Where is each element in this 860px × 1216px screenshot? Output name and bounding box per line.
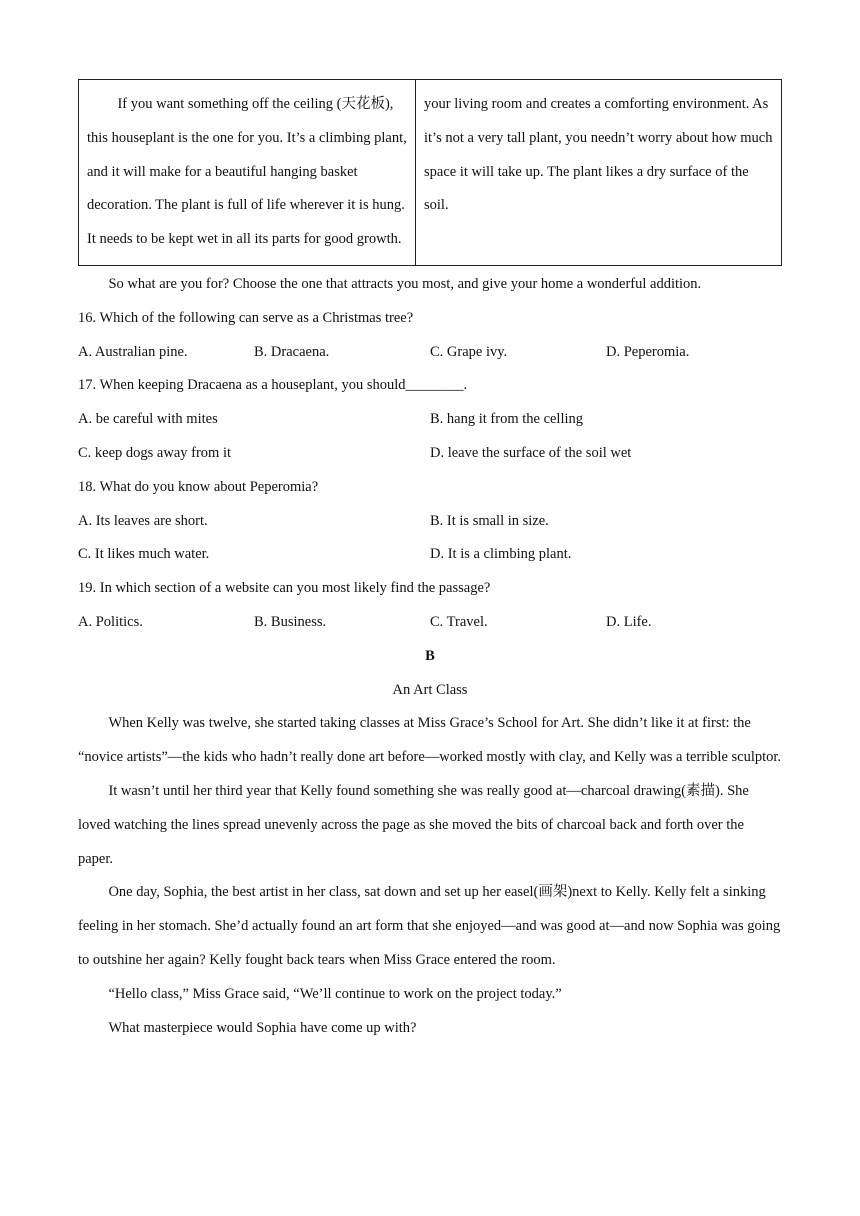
passage-paragraph: “Hello class,” Miss Grace said, “We’ll continue to work on the project today.” (108, 985, 562, 1002)
question-18 (78, 471, 782, 572)
option-c[interactable]: C. Travel. (430, 613, 488, 630)
option-a[interactable]: A. Politics. (78, 613, 143, 630)
passage-paragraph: When Kelly was twelve, she started taking classes at Miss Grace’s School for Art. She didn’t like it at first: the “novice artists”—the kids who hadn’t really done art before—worked mostly with clay, and Kelly was a terrible sculptor. (78, 715, 782, 766)
question-stem: 17. When keeping Dracaena as a houseplant, you should________. (78, 377, 468, 394)
option-c[interactable]: C. keep dogs away from it (78, 444, 232, 461)
option-a[interactable]: A. Australian pine. (78, 343, 188, 360)
closing-line: So what are you for? Choose the one that attracts you most, and give your home a wonderful addition. (108, 275, 702, 292)
question-19 (78, 572, 782, 640)
passage-paragraph: One day, Sophia, the best artist in her class, sat down and set up her easel(画架)next to Kelly. Kelly felt a sinking feeling in her stomach. She’d actually found an art form that she enjoyed—and was good at—and now Sophia was going to outshine her again? Kelly fought back tears when Miss Grace entered the room. (78, 884, 781, 968)
document-page (78, 79, 782, 1045)
option-d[interactable]: D. Peperomia. (606, 343, 690, 360)
option-row (78, 538, 782, 572)
option-b[interactable]: B. hang it from the celling (430, 411, 584, 428)
option-row (78, 403, 782, 437)
option-row (78, 505, 782, 539)
question-17 (78, 369, 782, 470)
passage-title: An Art Class (392, 681, 468, 698)
option-a[interactable]: A. Its leaves are short. (78, 512, 208, 529)
option-row (78, 336, 782, 370)
question-16 (78, 302, 782, 370)
plant-description-right: your living room and creates a comforting environment. As it’s not a very tall plant, you needn’t worry about how much space it will take up. The plant likes a dry surface of the soil. (416, 80, 782, 266)
option-d[interactable]: D. leave the surface of the soil wet (430, 444, 632, 461)
option-b[interactable]: B. Dracaena. (254, 343, 330, 360)
question-stem: 16. Which of the following can serve as a Christmas tree? (78, 309, 414, 326)
option-b[interactable]: B. It is small in size. (430, 512, 549, 529)
section-letter: B (425, 647, 435, 664)
plant-description-table (78, 79, 782, 266)
passage-paragraph: It wasn’t until her third year that Kelly found something she was really good at—charcoal drawing(素描). She loved watching the lines spread unevenly across the page as she moved the bits of charcoal back and forth over the paper. (78, 782, 749, 867)
option-b[interactable]: B. Business. (254, 613, 327, 630)
option-d[interactable]: D. It is a climbing plant. (430, 546, 572, 563)
option-c[interactable]: C. Grape ivy. (430, 343, 508, 360)
option-row (78, 606, 782, 640)
question-stem: 18. What do you know about Peperomia? (78, 478, 319, 495)
plant-description-left: If you want something off the ceiling (天花板), this houseplant is the one for you. It’s a climbing plant, and it will make for a beautiful hanging basket decoration. The plant is full of life wherever it is hung. It needs to be kept wet in all its parts for good growth. (79, 80, 416, 266)
option-a[interactable]: A. be careful with mites (78, 411, 218, 428)
option-row (78, 437, 782, 471)
option-c[interactable]: C. It likes much water. (78, 546, 210, 563)
passage-paragraph: What masterpiece would Sophia have come up with? (108, 1019, 417, 1036)
option-d[interactable]: D. Life. (606, 613, 652, 630)
question-stem: 19. In which section of a website can you most likely find the passage? (78, 580, 491, 597)
